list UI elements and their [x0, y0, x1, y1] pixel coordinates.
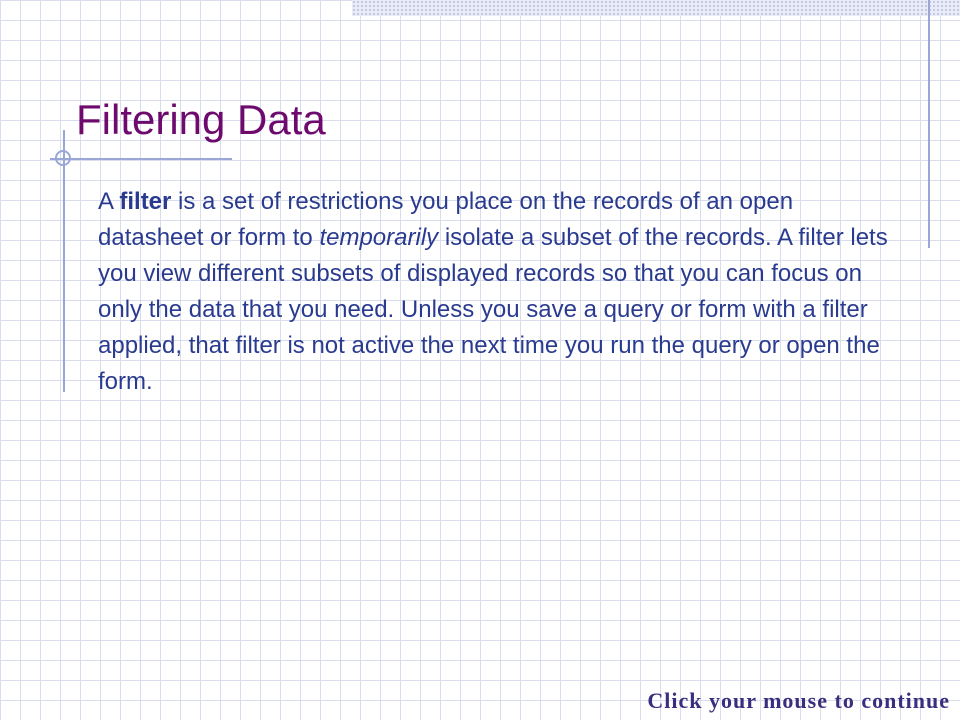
- body-text-part-2: is a set of restrictions you place on the records of an open datasheet or form to: [98, 188, 794, 251]
- decorative-vertical-line-right: [928, 0, 930, 248]
- body-text-part-3: isolate a subset of the records. A filter lets you view different subsets of displayed records so that you can focus on only the data that you need. Unless you save a query or form with a filter applied, that filter is not active the next time you run the query or open the form.: [98, 224, 888, 395]
- body-text-part-1: A: [98, 188, 120, 215]
- corner-ring-ornament: [55, 150, 71, 166]
- body-emphasis-temporarily: temporarily: [319, 224, 439, 251]
- body-term-filter: filter: [119, 188, 172, 215]
- continue-prompt[interactable]: Click your mouse to continue: [647, 688, 950, 713]
- header-pattern-band: [352, 0, 960, 16]
- decorative-vertical-line-left: [63, 130, 65, 392]
- slide-body-text: [98, 184, 888, 400]
- slide-title: Filtering Data: [76, 96, 326, 143]
- title-underline-rule: [50, 158, 232, 160]
